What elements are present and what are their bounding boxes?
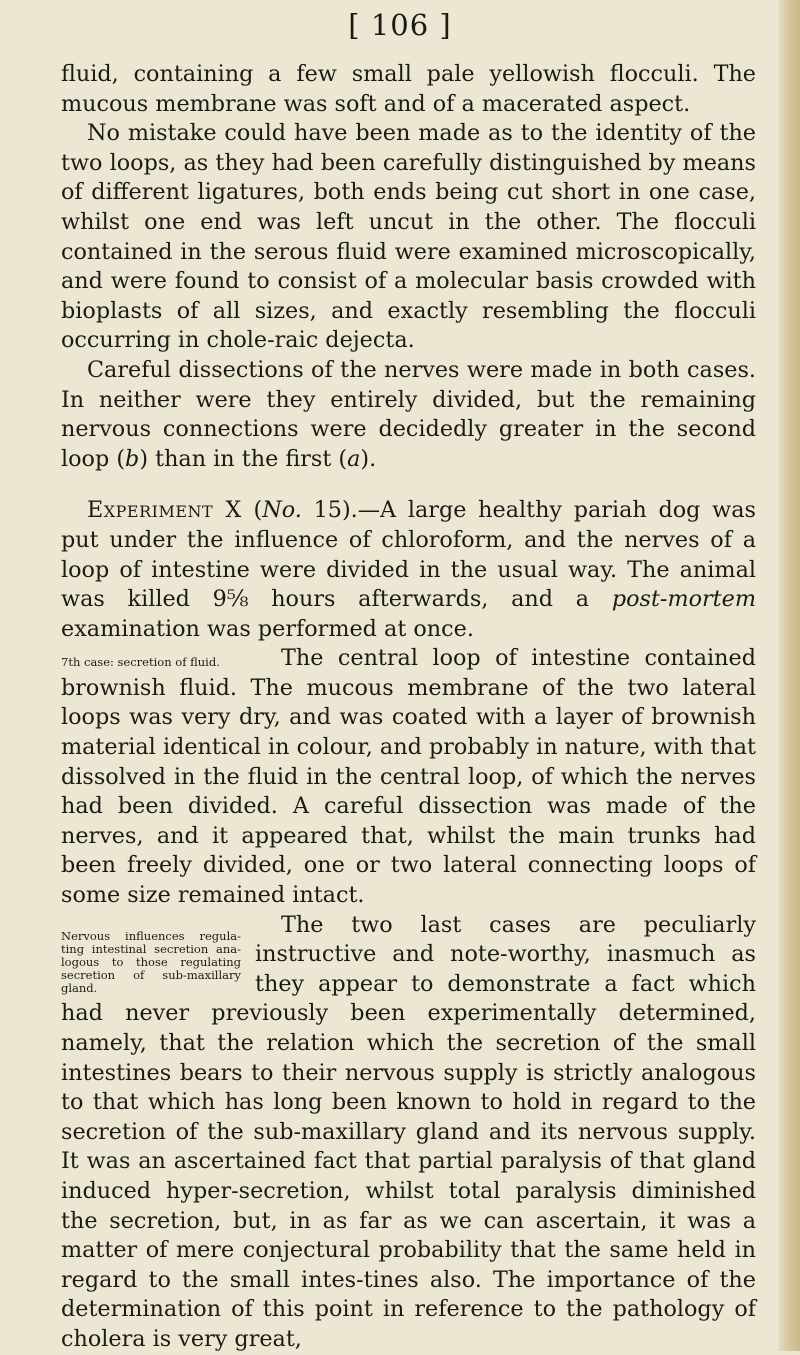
paragraph-1: fluid, containing a few small pale yellowish flocculi. The mucous membrane was soft and of a macerated aspect. bbox=[61, 61, 756, 117]
paragraph-4 bbox=[61, 496, 756, 644]
loop-a-label: a bbox=[347, 445, 361, 472]
experiment-number-label: No. bbox=[262, 497, 302, 524]
page-edge bbox=[778, 0, 800, 1351]
paragraph-3-text-c: ) than in the first ( bbox=[139, 445, 348, 472]
experiment-number-rest: 15). bbox=[301, 497, 358, 524]
paragraph-2: No mistake could have been made as to the identity of the two loops, as they had been carefully distinguished by means of different ligatures, both ends being cut short in one case, whilst one end was left uncut in the other. The flocculi contained in the serous fluid were examined microscopically, and were found to consist of a molecular basis crowded with bioplasts of all sizes, and exactly resembling the flocculi occurring in chole-raic dejecta. bbox=[61, 120, 756, 354]
paragraph-3-end: ). bbox=[360, 445, 377, 472]
paragraph-4-text-b: examination was performed at once. bbox=[61, 615, 474, 642]
paragraph-4-text-a: —A large healthy pariah dog was put under the influence of chloroform, and the nerves of a loop of intestine were divided in the usual way. The animal was killed 9⅝ hours afterwards, and a bbox=[61, 497, 756, 613]
paragraph-6-text: The two last cases are peculiarly instructive and note-worthy, inasmuch as they appear to demonstrate a fact which had never previously been experimentally determined, namely, that the relation which the secretion of the small intestines bears to their nervous supply is strictly analogous to that which has long been known to hold in regard to the secretion of the sub-maxillary gland and its nervous supply. It was an ascertained fact that partial paralysis of that gland induced hyper-secretion, whilst total paralysis diminished the secretion, but, in as far as we can ascertain, it was a matter of mere conjectural probability that the same held in regard to the small intes-tines also. The importance of the determination of this point in reference to the pathology of cholera is very great, bbox=[61, 911, 756, 1352]
experiment-heading: Experiment X bbox=[87, 497, 242, 524]
paragraph-5-text: The central loop of intestine contained brownish fluid. The mucous membrane of the two lateral loops was very dry, and was coated with a layer of brownish material identical in colour, and probably in nature, with that dissolved in the fluid in the central loop, of which the nerves had been divided. A careful dissection was made of the nerves, and it appeared that, whilst the main trunks had been freely divided, one or two lateral connecting loops of some size remained intact. bbox=[61, 645, 756, 909]
text-body bbox=[61, 60, 756, 1355]
experiment-number-open: ( bbox=[241, 497, 263, 524]
margin-note-2: Nervous influences regula-ting intestinal secretion ana-logous to those regulating secretion of sub-maxillary gland. bbox=[61, 928, 241, 995]
margin-note-1: 7th case: secretion of fluid. bbox=[61, 655, 220, 670]
paragraph-6 bbox=[61, 911, 756, 1355]
loop-b-label: b bbox=[125, 445, 140, 472]
post-mortem-term: post-mortem bbox=[611, 586, 756, 613]
page-number: [ 106 ] bbox=[348, 8, 452, 42]
paragraph-3 bbox=[61, 356, 756, 474]
paragraph-5 bbox=[61, 644, 756, 910]
paragraph-3-text-a: Careful dissections of the nerves were made in both cases. In neither were they entirely divided, but the remaining nervous connections were decidedly greater in the second loop ( bbox=[61, 356, 756, 472]
